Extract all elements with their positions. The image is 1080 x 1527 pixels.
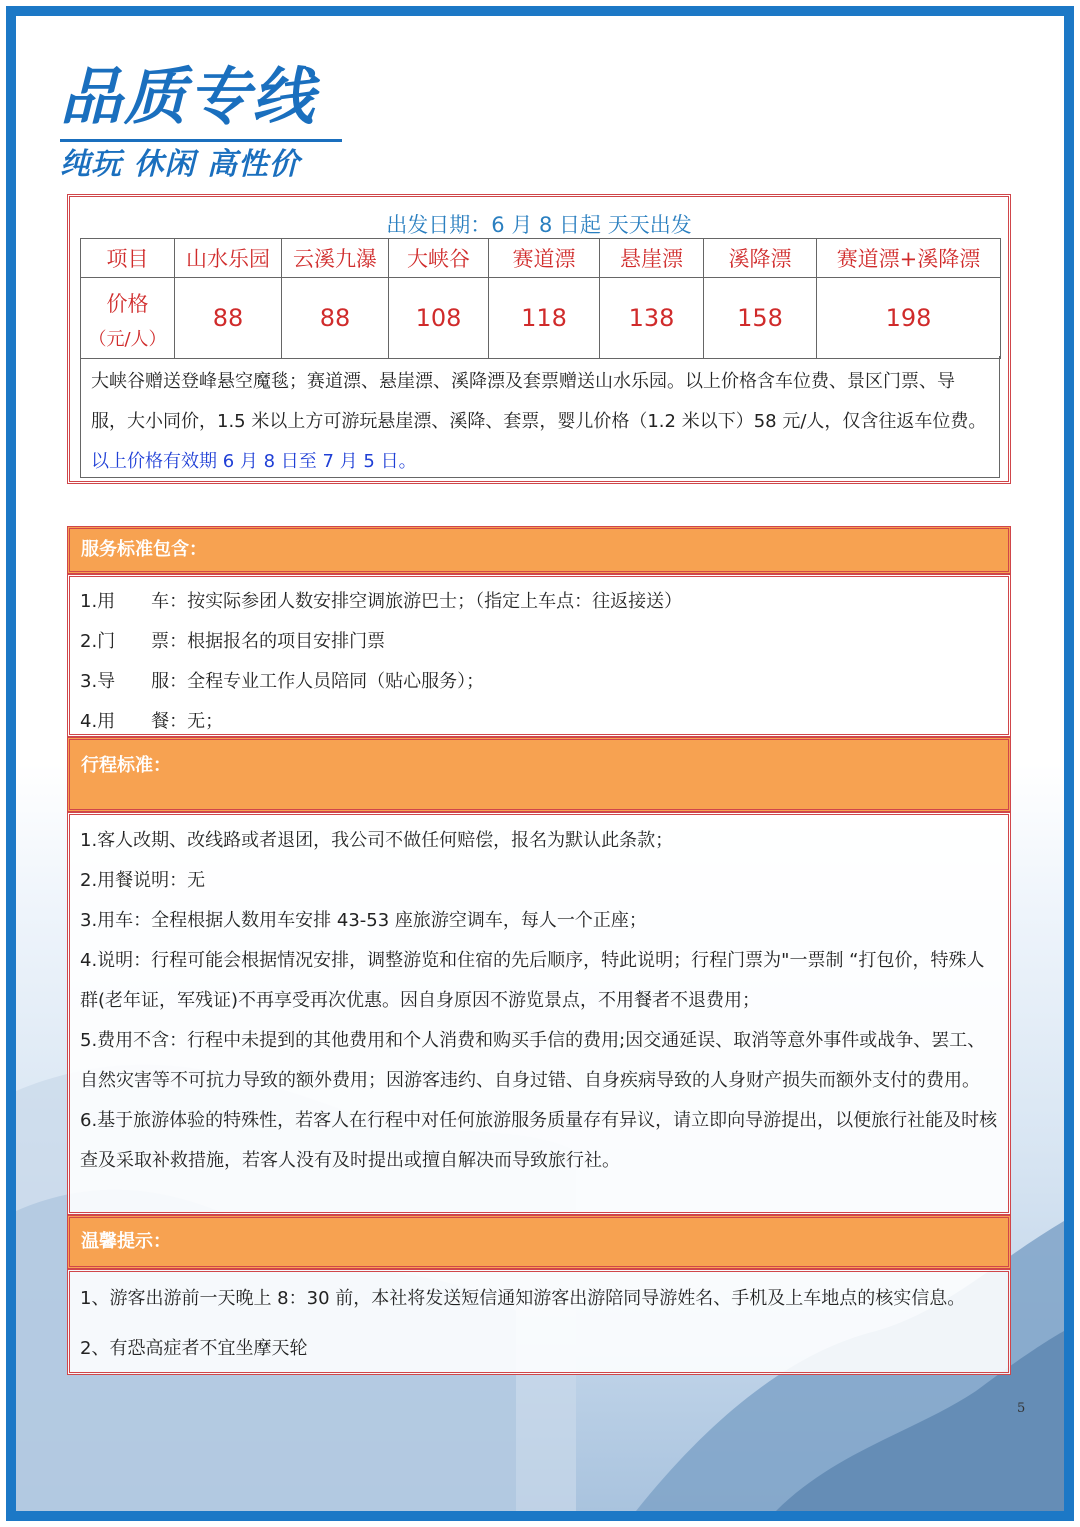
price-cell: 198: [817, 278, 1001, 359]
itinerary-item: 5.费用不含：行程中未提到的其他费用和个人消费和购买手信的费用;因交通延误、取消等意外事件或战争、罢工、自然灾害等不可抗力导致的额外费用；因游客违约、自身过错、自身疾病导致的人身财产损失而额外支付的费用。: [80, 1030, 986, 1091]
itinerary-header: 行程标准：: [67, 737, 1011, 812]
item-name-cell: 悬崖漂: [600, 239, 704, 278]
service-item: 2.门 票：根据报名的项目安排门票: [80, 631, 386, 652]
service-list: [67, 574, 1011, 737]
price-cell: 158: [704, 278, 817, 359]
tips-list: [67, 1269, 1011, 1375]
price-table-header-row: [81, 239, 1001, 278]
brand-subtitle: 纯玩 休闲 高性价: [60, 147, 300, 182]
pricing-note-text: 大峡谷赠送登峰悬空魔毯；赛道漂、悬崖漂、溪降漂及套票赠送山水乐园。以上价格含车位费、景区门票、导服，大小同价，1.5 米以上方可游玩悬崖漂、溪降、套票，婴儿价格（1.2 米以下）58 元/人，仅含往返车位费。: [91, 371, 987, 432]
price-table-value-row: [81, 278, 1001, 359]
item-name-cell: 大峡谷: [389, 239, 489, 278]
service-item: 1.用 车：按实际参团人数安排空调旅游巴士；（指定上车点：往返接送）: [80, 591, 683, 612]
tip-item: 1、游客出游前一天晚上 8：30 前，本社将发送短信通知游客出游陪同导游姓名、手机及上车地点的核实信息。: [80, 1288, 966, 1309]
price-label-cell: [81, 278, 175, 359]
tip-item: 2、有恐高症者不宜坐摩天轮: [80, 1338, 308, 1359]
header-label-cell: 项目: [81, 239, 175, 278]
item-name-cell: 云溪九瀑: [282, 239, 389, 278]
item-name-cell: 赛道漂+溪降漂: [817, 239, 1001, 278]
pricing-validity: 以上价格有效期 6 月 8 日至 7 月 5 日。: [91, 451, 417, 472]
brand-underline: [60, 139, 342, 142]
brand-title: 品质专线: [60, 60, 317, 133]
tips-header: 温馨提示：: [67, 1215, 1011, 1269]
item-name-cell: 溪降漂: [704, 239, 817, 278]
price-cell: 118: [489, 278, 600, 359]
itinerary-list: [67, 812, 1011, 1215]
price-cell: 88: [282, 278, 389, 359]
itinerary-item: 2.用餐说明：无: [80, 870, 206, 891]
service-item: 3.导 服：全程专业工作人员陪同（贴心服务）；: [80, 671, 485, 692]
price-table: [80, 238, 1001, 359]
price-cell: 108: [389, 278, 489, 359]
departure-date: 出发日期：6 月 8 日起 天天出发: [386, 213, 692, 237]
pricing-note: [80, 356, 1000, 478]
itinerary-item: 6.基于旅游体验的特殊性，若客人在行程中对任何旅游服务质量存有异议，请立即向导游提出，以便旅行社能及时核查及采取补救措施，若客人没有及时提出或擅自解决而导致旅行社。: [80, 1110, 998, 1171]
price-cell: 138: [600, 278, 704, 359]
itinerary-item: 1.客人改期、改线路或者退团，我公司不做任何赔偿，报名为默认此条款；: [80, 830, 674, 851]
pricing-section: [67, 194, 1011, 484]
price-label: 价格: [106, 292, 149, 317]
itinerary-item: 3.用车：全程根据人数用车安排 43-53 座旅游空调车，每人一个正座；: [80, 910, 647, 931]
item-name-cell: 山水乐园: [175, 239, 282, 278]
service-header: 服务标准包含：: [67, 526, 1011, 574]
price-unit: （元/人）: [88, 328, 167, 350]
service-item: 4.用 餐：无；: [80, 711, 224, 732]
item-name-cell: 赛道漂: [489, 239, 600, 278]
itinerary-item: 4.说明：行程可能会根据情况安排，调整游览和住宿的先后顺序，特此说明；行程门票为"一票制 “打包价，特殊人群(老年证，军残证)不再享受再次优惠。因自身原因不游览景点，不用餐者不退费用；: [80, 950, 985, 1011]
price-cell: 88: [175, 278, 282, 359]
page-number: 5: [1017, 1401, 1026, 1416]
